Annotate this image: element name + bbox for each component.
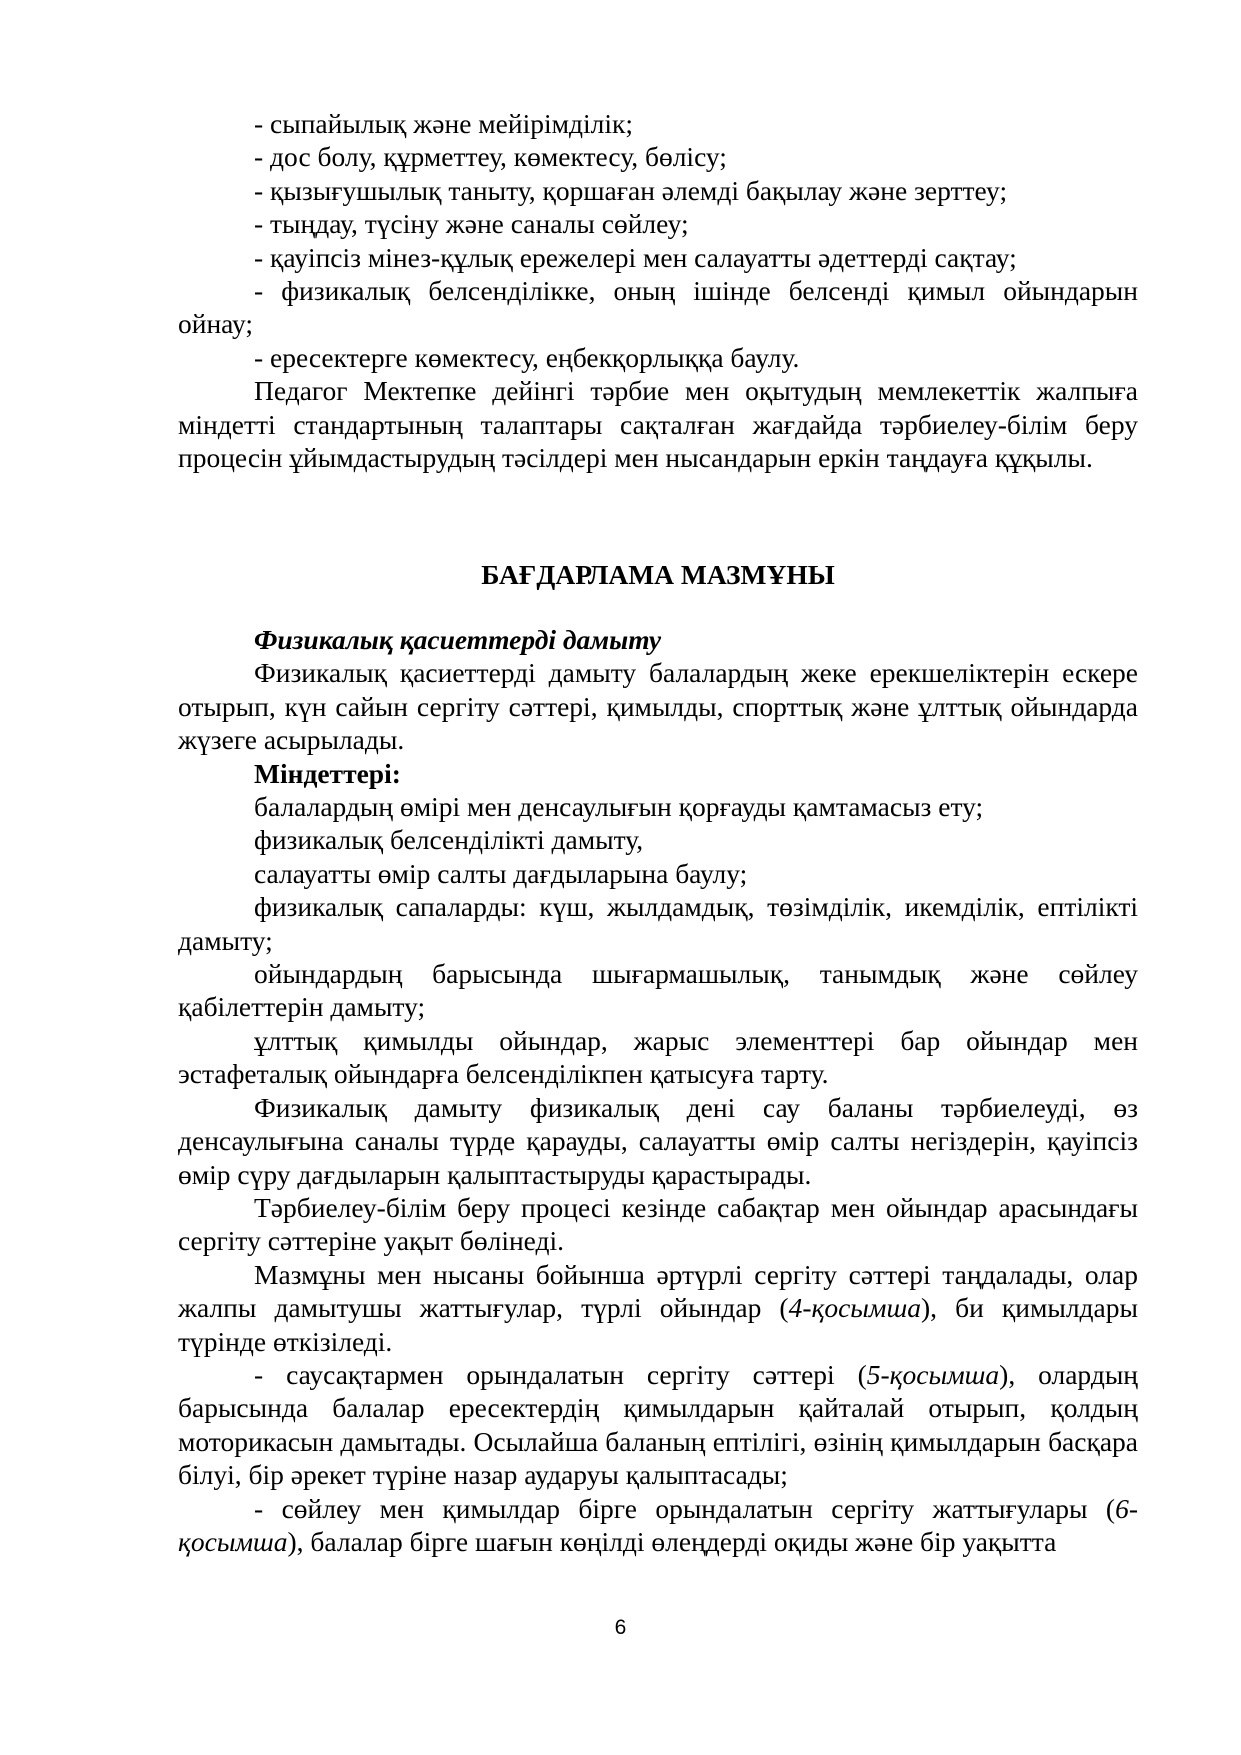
appendix-reference: 6-қосымша	[178, 1492, 1138, 1557]
task-item: физикалық белсенділікті дамыту,	[254, 824, 644, 856]
task-item: балалардың өмірі мен денсаулығын қорғауды қамтамасыз ету;	[254, 791, 984, 823]
list-item: - қызығушылық таныту, қоршаған әлемді бақылау және зерттеу;	[254, 174, 1008, 206]
list-item: - қауіпсіз мінез-құлық ережелері мен салауатты әдеттерді сақтау;	[254, 241, 1017, 273]
list-item: - тыңдау, түсіну және саналы сөйлеу;	[254, 208, 689, 240]
paragraph-content	[178, 1258, 1138, 1358]
appendix-reference: 4-қосымша	[788, 1292, 921, 1324]
paragraph-pedagog: Педагог Мектепке дейінгі тәрбие мен оқытудың мемлекеттік жалпыға міндетті стандартының талаптары сақталған жағдайда тәрбиелеу-білім беру процесін ұйымдастырудың тәсілдері мен нысандарын еркін таңдауға құқылы.	[178, 375, 1138, 474]
paragraph-speech	[178, 1492, 1138, 1559]
subheading: Физикалық қасиеттерді дамыту	[254, 624, 662, 655]
task-item: ойындардың барысында шығармашылық, танымдық және сөйлеу қабілеттерін дамыту;	[178, 958, 1138, 1023]
text-run: - саусақтармен орындалатын сергіту сәттері (	[254, 1358, 867, 1390]
main-section	[178, 623, 1138, 1558]
list-item: - дос болу, құрметтеу, көмектесу, бөлісу;	[254, 141, 727, 173]
paragraph-intro: Физикалық қасиеттерді дамыту балалардың жеке ерекшеліктерін ескере отырып, күн сайын сергіту сәттері, қимылды, спорттық және ұлттық ойындарда жүзеге асырылады.	[178, 657, 1138, 756]
task-item: салауатты өмір салты дағдыларына баулу;	[254, 857, 748, 889]
text-run: - сөйлеу мен қимылдар бірге орындалатын сергіту жаттығулары (	[254, 1492, 1116, 1524]
text-run: ), би қимылдары түрінде өткізіледі.	[178, 1292, 1138, 1357]
tasks-label: Міндеттері:	[254, 757, 401, 789]
list-item: - физикалық белсенділікке, оның ішінде белсенді қимыл ойындарын ойнау;	[178, 275, 1138, 340]
section-heading: БАҒДАРЛАМА МАЗМҰНЫ	[481, 559, 835, 590]
appendix-reference: 5-қосымша	[866, 1358, 1000, 1390]
task-item: ұлттық қимылды ойындар, жарыс элементтері бар ойындар мен эстафеталық ойындарға белсенділікпен қатысуға тарту.	[178, 1024, 1138, 1090]
paragraph-physical: Физикалық дамыту физикалық дені сау баланы тәрбиелеуді, өз денсаулығына саналы түрде қарауды, салауатты өмір салты негіздерін, қауіпсіз өмір сүру дағдыларын қалыптастыруды қарастырады.	[178, 1091, 1138, 1190]
page-number: 6	[614, 1616, 627, 1639]
top-section	[178, 107, 1138, 474]
text-run: Мазмұны мен нысаны бойынша әртүрлі сергіту сәттері таңдалады, олар жалпы дамытушы жаттығулар, түрлі ойындар (	[178, 1258, 1138, 1324]
text-run: ), олардың барысында балалар ересектердің қимылдарын қайталай отырып, қолдың моторикасын дамытады. Осылайша баланың ептілігі, өзінің қимылдарын басқара білуі, бір әрекет түріне назар аударуы қалыптасады;	[178, 1358, 1139, 1491]
list-item: - ересектерге көмектесу, еңбекқорлыққа баулу.	[254, 341, 800, 373]
list-item: - сыпайылық және мейірімділік;	[254, 108, 634, 139]
paragraph-time: Тәрбиелеу-білім беру процесі кезінде сабақтар мен ойындар арасындағы сергіту сәттеріне уақыт бөлінеді.	[178, 1191, 1138, 1257]
paragraph-fingers	[178, 1358, 1138, 1492]
text-run: ), балалар бірге шағын көңілді өлеңдерді оқиды және бір уақытта	[287, 1525, 1057, 1557]
task-item: физикалық сапаларды: күш, жылдамдық, төзімділік, икемділік, ептілікті дамыту;	[178, 891, 1138, 956]
